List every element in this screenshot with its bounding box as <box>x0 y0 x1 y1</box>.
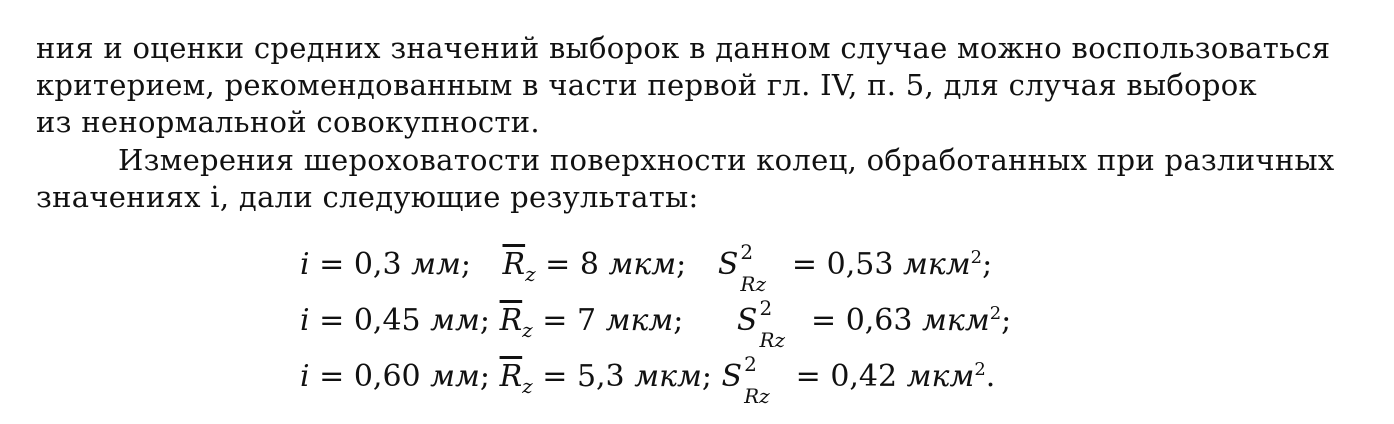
paragraph-criterion <box>36 30 1376 141</box>
i-value: 0,60 <box>353 359 421 394</box>
s-value: 0,63 <box>845 303 913 338</box>
text-line: Измерения шероховатости поверхности колец, обработанных при различных <box>118 143 1335 177</box>
formula-row: i = 0,60 мм; $\overline{R}_z = 5,3$ мкм; S 2 Rz = 0,42 мкм$^2$. <box>300 352 996 408</box>
rz-value: 7 <box>576 303 597 338</box>
rz-value: 5,3 <box>576 359 625 394</box>
text-line: ния и оценки средних значений выборок в данном случае можно воспользоваться <box>36 31 1331 65</box>
rz-value: 8 <box>579 247 599 282</box>
i-value: 0,3 <box>353 247 402 282</box>
rz-unit: мкм <box>608 247 677 282</box>
s-unit: мкм <box>906 359 975 394</box>
text-line: критерием, рекомендованным в части первой гл. IV, п. 5, для случая выборок <box>36 68 1257 102</box>
formula-row: i = 0,45 мм; $\overline{R}_z = 7$ мкм; S 2 Rz = 0,63 мкм$^2$; <box>300 296 1012 352</box>
text-line: значениях i, дали следующие результаты: <box>36 180 699 214</box>
paragraph-measurements <box>36 142 1376 216</box>
i-unit: мм <box>411 247 461 282</box>
rz-unit: мкм <box>605 303 674 338</box>
i-unit: мм <box>430 303 480 338</box>
rz-unit: мкм <box>634 359 702 394</box>
formula-row: i = 0,3 мм; $\overline{R}_z = 8$ мкм; S 2 Rz = 0,53 мкм$^2$; <box>300 240 993 296</box>
formula-block <box>300 230 1012 408</box>
i-value: 0,45 <box>353 303 421 338</box>
text-line: из ненормальной совокупности. <box>36 105 540 139</box>
s-value: 0,42 <box>830 359 898 394</box>
i-unit: мм <box>430 359 480 394</box>
s-unit: мкм <box>922 303 990 338</box>
s-value: 0,53 <box>826 247 894 282</box>
s-unit: мкм <box>902 247 971 282</box>
